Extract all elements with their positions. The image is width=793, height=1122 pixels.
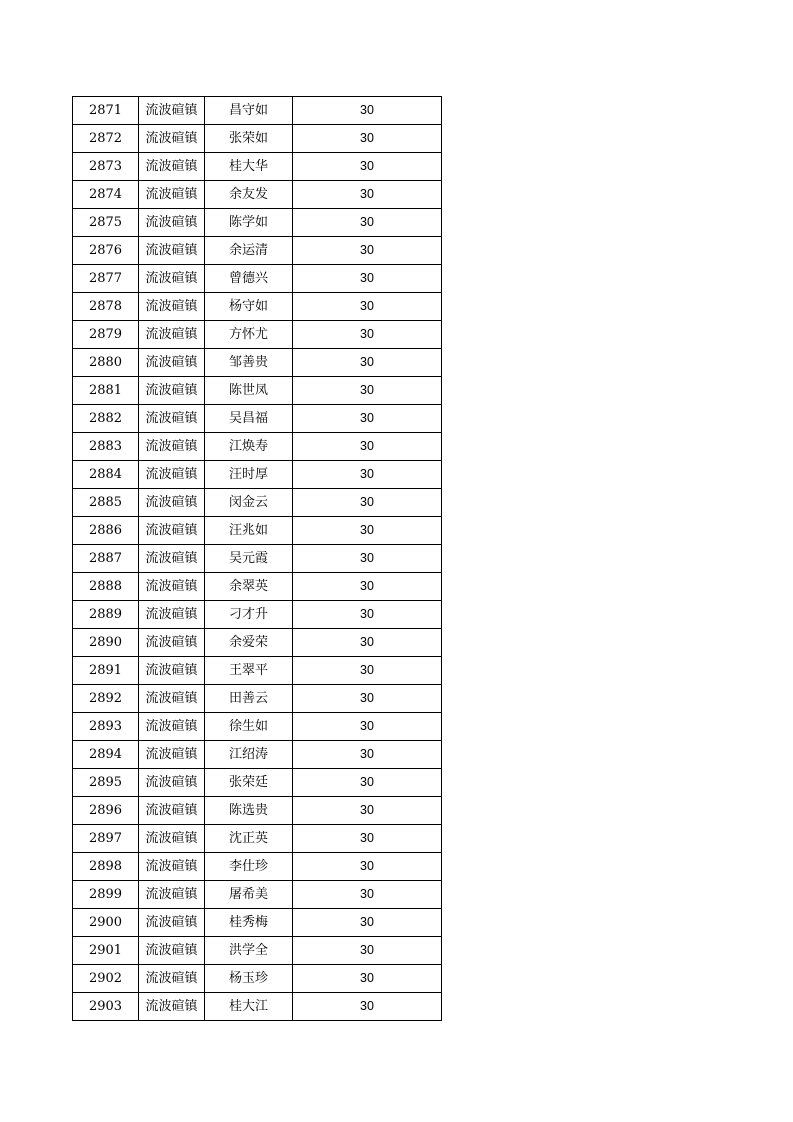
amount-cell: 30	[293, 97, 442, 125]
table-row	[73, 321, 442, 349]
amount-cell: 30	[293, 937, 442, 965]
table-row	[73, 853, 442, 881]
row-number-cell: 2888	[73, 573, 139, 601]
amount-cell: 30	[293, 685, 442, 713]
person-name-cell: 杨守如	[205, 293, 293, 321]
row-number-cell: 2897	[73, 825, 139, 853]
person-name-cell: 陈学如	[205, 209, 293, 237]
table-row	[73, 909, 442, 937]
town-cell: 流波碹镇	[139, 545, 205, 573]
table-row	[73, 685, 442, 713]
table-row	[73, 657, 442, 685]
row-number-cell: 2878	[73, 293, 139, 321]
person-name-cell: 张荣如	[205, 125, 293, 153]
amount-cell: 30	[293, 349, 442, 377]
person-name-cell: 江焕寿	[205, 433, 293, 461]
amount-cell: 30	[293, 489, 442, 517]
row-number-cell: 2901	[73, 937, 139, 965]
town-cell: 流波碹镇	[139, 965, 205, 993]
row-number-cell: 2879	[73, 321, 139, 349]
person-name-cell: 方怀尤	[205, 321, 293, 349]
table-row	[73, 713, 442, 741]
town-cell: 流波碹镇	[139, 853, 205, 881]
row-number-cell: 2875	[73, 209, 139, 237]
town-cell: 流波碹镇	[139, 713, 205, 741]
amount-cell: 30	[293, 797, 442, 825]
row-number-cell: 2891	[73, 657, 139, 685]
person-name-cell: 昌守如	[205, 97, 293, 125]
row-number-cell: 2899	[73, 881, 139, 909]
amount-cell: 30	[293, 377, 442, 405]
table-row	[73, 181, 442, 209]
town-cell: 流波碹镇	[139, 797, 205, 825]
person-name-cell: 余运清	[205, 237, 293, 265]
row-number-cell: 2872	[73, 125, 139, 153]
town-cell: 流波碹镇	[139, 769, 205, 797]
row-number-cell: 2889	[73, 601, 139, 629]
amount-cell: 30	[293, 181, 442, 209]
person-name-cell: 桂大江	[205, 993, 293, 1021]
row-number-cell: 2895	[73, 769, 139, 797]
town-cell: 流波碹镇	[139, 125, 205, 153]
person-name-cell: 桂大华	[205, 153, 293, 181]
person-name-cell: 洪学全	[205, 937, 293, 965]
row-number-cell: 2886	[73, 517, 139, 545]
row-number-cell: 2871	[73, 97, 139, 125]
table-row	[73, 797, 442, 825]
person-name-cell: 桂秀梅	[205, 909, 293, 937]
town-cell: 流波碹镇	[139, 601, 205, 629]
town-cell: 流波碹镇	[139, 405, 205, 433]
town-cell: 流波碹镇	[139, 881, 205, 909]
amount-cell: 30	[293, 853, 442, 881]
row-number-cell: 2902	[73, 965, 139, 993]
table-row	[73, 573, 442, 601]
table-body	[73, 97, 442, 1021]
table-row	[73, 405, 442, 433]
person-name-cell: 杨玉珍	[205, 965, 293, 993]
town-cell: 流波碹镇	[139, 293, 205, 321]
amount-cell: 30	[293, 237, 442, 265]
table-row	[73, 629, 442, 657]
town-cell: 流波碹镇	[139, 433, 205, 461]
row-number-cell: 2877	[73, 265, 139, 293]
table-row	[73, 881, 442, 909]
table-row	[73, 125, 442, 153]
table-row	[73, 349, 442, 377]
amount-cell: 30	[293, 293, 442, 321]
amount-cell: 30	[293, 125, 442, 153]
row-number-cell: 2881	[73, 377, 139, 405]
table-row	[73, 741, 442, 769]
person-name-cell: 王翠平	[205, 657, 293, 685]
person-name-cell: 余友发	[205, 181, 293, 209]
row-number-cell: 2890	[73, 629, 139, 657]
amount-cell: 30	[293, 713, 442, 741]
town-cell: 流波碹镇	[139, 153, 205, 181]
table-row	[73, 993, 442, 1021]
table-row	[73, 601, 442, 629]
person-name-cell: 余翠英	[205, 573, 293, 601]
table-row	[73, 293, 442, 321]
town-cell: 流波碹镇	[139, 517, 205, 545]
row-number-cell: 2876	[73, 237, 139, 265]
person-name-cell: 邹善贵	[205, 349, 293, 377]
amount-cell: 30	[293, 993, 442, 1021]
town-cell: 流波碹镇	[139, 657, 205, 685]
person-name-cell: 张荣廷	[205, 769, 293, 797]
table-row	[73, 937, 442, 965]
table-row	[73, 209, 442, 237]
town-cell: 流波碹镇	[139, 321, 205, 349]
amount-cell: 30	[293, 265, 442, 293]
row-number-cell: 2900	[73, 909, 139, 937]
person-name-cell: 曾德兴	[205, 265, 293, 293]
data-table	[72, 96, 442, 1021]
row-number-cell: 2896	[73, 797, 139, 825]
amount-cell: 30	[293, 881, 442, 909]
town-cell: 流波碹镇	[139, 573, 205, 601]
table-row	[73, 825, 442, 853]
row-number-cell: 2893	[73, 713, 139, 741]
person-name-cell: 汪时厚	[205, 461, 293, 489]
row-number-cell: 2887	[73, 545, 139, 573]
row-number-cell: 2884	[73, 461, 139, 489]
town-cell: 流波碹镇	[139, 993, 205, 1021]
table-row	[73, 489, 442, 517]
person-name-cell: 余爱荣	[205, 629, 293, 657]
town-cell: 流波碹镇	[139, 685, 205, 713]
amount-cell: 30	[293, 517, 442, 545]
row-number-cell: 2898	[73, 853, 139, 881]
table-row	[73, 517, 442, 545]
row-number-cell: 2885	[73, 489, 139, 517]
amount-cell: 30	[293, 629, 442, 657]
table-row	[73, 153, 442, 181]
table-row	[73, 965, 442, 993]
town-cell: 流波碹镇	[139, 741, 205, 769]
amount-cell: 30	[293, 433, 442, 461]
row-number-cell: 2880	[73, 349, 139, 377]
row-number-cell: 2903	[73, 993, 139, 1021]
town-cell: 流波碹镇	[139, 181, 205, 209]
amount-cell: 30	[293, 405, 442, 433]
amount-cell: 30	[293, 573, 442, 601]
person-name-cell: 李仕珍	[205, 853, 293, 881]
town-cell: 流波碹镇	[139, 937, 205, 965]
town-cell: 流波碹镇	[139, 461, 205, 489]
town-cell: 流波碹镇	[139, 377, 205, 405]
row-number-cell: 2894	[73, 741, 139, 769]
amount-cell: 30	[293, 601, 442, 629]
person-name-cell: 田善云	[205, 685, 293, 713]
person-name-cell: 沈正英	[205, 825, 293, 853]
amount-cell: 30	[293, 965, 442, 993]
row-number-cell: 2892	[73, 685, 139, 713]
person-name-cell: 陈选贵	[205, 797, 293, 825]
table-row	[73, 265, 442, 293]
town-cell: 流波碹镇	[139, 629, 205, 657]
town-cell: 流波碹镇	[139, 909, 205, 937]
amount-cell: 30	[293, 209, 442, 237]
amount-cell: 30	[293, 825, 442, 853]
person-name-cell: 屠希美	[205, 881, 293, 909]
amount-cell: 30	[293, 769, 442, 797]
table-row	[73, 377, 442, 405]
amount-cell: 30	[293, 153, 442, 181]
person-name-cell: 徐生如	[205, 713, 293, 741]
amount-cell: 30	[293, 545, 442, 573]
table-row	[73, 769, 442, 797]
town-cell: 流波碹镇	[139, 97, 205, 125]
table-row	[73, 433, 442, 461]
person-name-cell: 陈世凤	[205, 377, 293, 405]
table-row	[73, 97, 442, 125]
table-row	[73, 545, 442, 573]
amount-cell: 30	[293, 741, 442, 769]
person-name-cell: 闵金云	[205, 489, 293, 517]
town-cell: 流波碹镇	[139, 349, 205, 377]
amount-cell: 30	[293, 321, 442, 349]
row-number-cell: 2882	[73, 405, 139, 433]
row-number-cell: 2874	[73, 181, 139, 209]
person-name-cell: 江绍涛	[205, 741, 293, 769]
town-cell: 流波碹镇	[139, 237, 205, 265]
person-name-cell: 吴昌福	[205, 405, 293, 433]
amount-cell: 30	[293, 461, 442, 489]
town-cell: 流波碹镇	[139, 265, 205, 293]
person-name-cell: 吴元霞	[205, 545, 293, 573]
person-name-cell: 汪兆如	[205, 517, 293, 545]
town-cell: 流波碹镇	[139, 489, 205, 517]
row-number-cell: 2873	[73, 153, 139, 181]
table-row	[73, 237, 442, 265]
amount-cell: 30	[293, 657, 442, 685]
person-name-cell: 刁才升	[205, 601, 293, 629]
town-cell: 流波碹镇	[139, 825, 205, 853]
row-number-cell: 2883	[73, 433, 139, 461]
town-cell: 流波碹镇	[139, 209, 205, 237]
table-row	[73, 461, 442, 489]
amount-cell: 30	[293, 909, 442, 937]
